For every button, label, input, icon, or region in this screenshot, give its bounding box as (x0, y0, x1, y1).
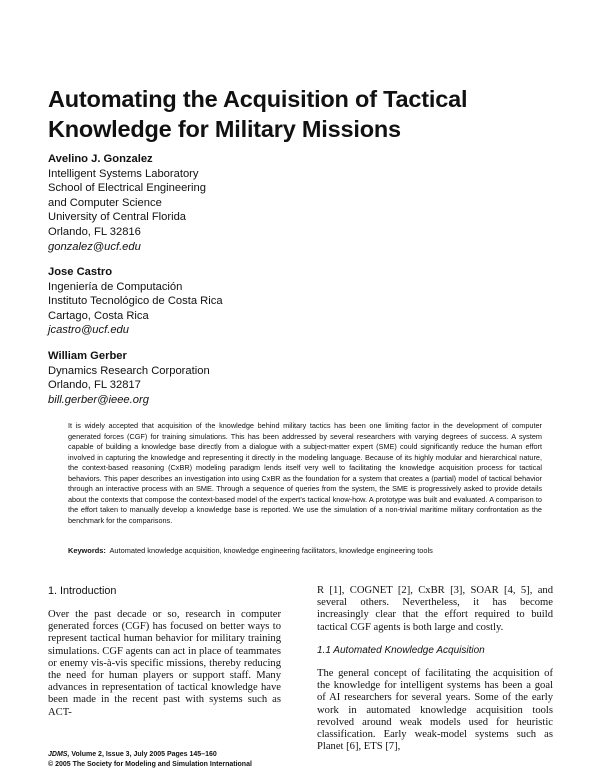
author-name: William Gerber (48, 350, 127, 362)
author-affiliation-line: and Computer Science (48, 196, 162, 209)
author-block-1 (48, 152, 206, 254)
subsection-paragraph: The general concept of facilitating the acquisition of the knowledge for intelligent systems has been a goal of AI researchers for several years. Some of the early work in automated knowledge acquisition tools revolved around weak models used for heuristic classification. Early weak-model systems such as Planet [6], ETS [7], (317, 668, 553, 753)
author-email: bill.gerber@ieee.org (48, 393, 149, 406)
citation-details: Volume 2, Issue 3, July 2005 Pages 145–160 (69, 751, 217, 758)
journal-citation (48, 750, 252, 760)
section-heading: 1. Introduction (48, 585, 117, 597)
author-block-2 (48, 265, 223, 338)
author-affiliation-line: Cartago, Costa Rica (48, 309, 149, 322)
author-affiliation-line: University of Central Florida (48, 211, 187, 224)
author-email: jcastro@ucf.edu (48, 324, 130, 337)
author-affiliation-line: School of Electrical Engineering (48, 182, 206, 195)
page-footer (48, 750, 252, 770)
intro-paragraph-left: Over the past decade or so, research in computer generated forces (CGF) has focused on better ways to represent tactical human behavior for military training simulations. CGF agents can act in place of teammates or enemy vis-à-vis specific missions, thereby reducing the need for human players or support staff. Many advances in representation of tactical knowledge have been made in the recent past with systems such as ACT- (48, 609, 281, 718)
keywords (68, 546, 548, 556)
journal-name: JDMS, (48, 751, 70, 758)
author-affiliation-line: Instituto Tecnológico de Costa Rica (48, 295, 223, 308)
keywords-text: Automated knowledge acquisition, knowledge engineering facilitators, knowledge engineering tools (109, 546, 433, 555)
copyright-notice: © 2005 The Society for Modeling and Simulation International (48, 761, 252, 768)
intro-paragraph-right: R [1], COGNET [2], CxBR [3], SOAR [4, 5], and several others. Nevertheless, it has become increasingly clear that the effort required to build tactical CGF agents is both large and costly. (317, 585, 553, 633)
author-email: gonzalez@ucf.edu (48, 240, 141, 253)
author-affiliation-line: Dynamics Research Corporation (48, 364, 210, 377)
author-affiliation-line: Ingeniería de Computación (48, 280, 183, 293)
author-name: Avelino J. Gonzalez (48, 153, 153, 165)
author-affiliation-line: Intelligent Systems Laboratory (48, 167, 199, 180)
paper-title: Automating the Acquisition of Tactical Knowledge for Military Missions (48, 86, 468, 142)
author-affiliation-line: Orlando, FL 32816 (48, 225, 141, 238)
author-name: Jose Castro (48, 266, 113, 278)
author-block-3 (48, 349, 210, 407)
keywords-label: Keywords: (68, 546, 106, 555)
author-affiliation-line: Orlando, FL 32817 (48, 379, 141, 392)
subsection-heading: 1.1 Automated Knowledge Acquisition (317, 645, 485, 656)
abstract: It is widely accepted that acquisition of the knowledge behind military tactics has been one limiting factor in the development of computer generated forces (CGF) for training simulations. This has been addressed by several researchers with varying degrees of success. A system capable of building a knowledge base directly from a dialogue with a subject-matter expert (SME) could significantly reduce the human effort involved in capturing the knowledge and representing it directly in the modeling language. Because of its highly modular and hierarchical nature, the context-based reasoning (CxBR) modeling paradigm lends itself very well to facilitating the knowledge acquisition process for tactical behaviors. This paper describes an investigation into using CxBR as the foundation for a system that creates a (partial) model of tactical behavior through an interactive process with an SME. Through a sequence of queries from the system, the SME is progressively asked to provide details about the contexts that compose the context-based model of the expert's tactical know-how. A prototype was built and evaluated. A comparison to the effort taken to manually develop a knowledge base is reported. We use the simulation of a non-trivial maritime military confrontation as the benchmark for the comparisons. (68, 421, 542, 525)
